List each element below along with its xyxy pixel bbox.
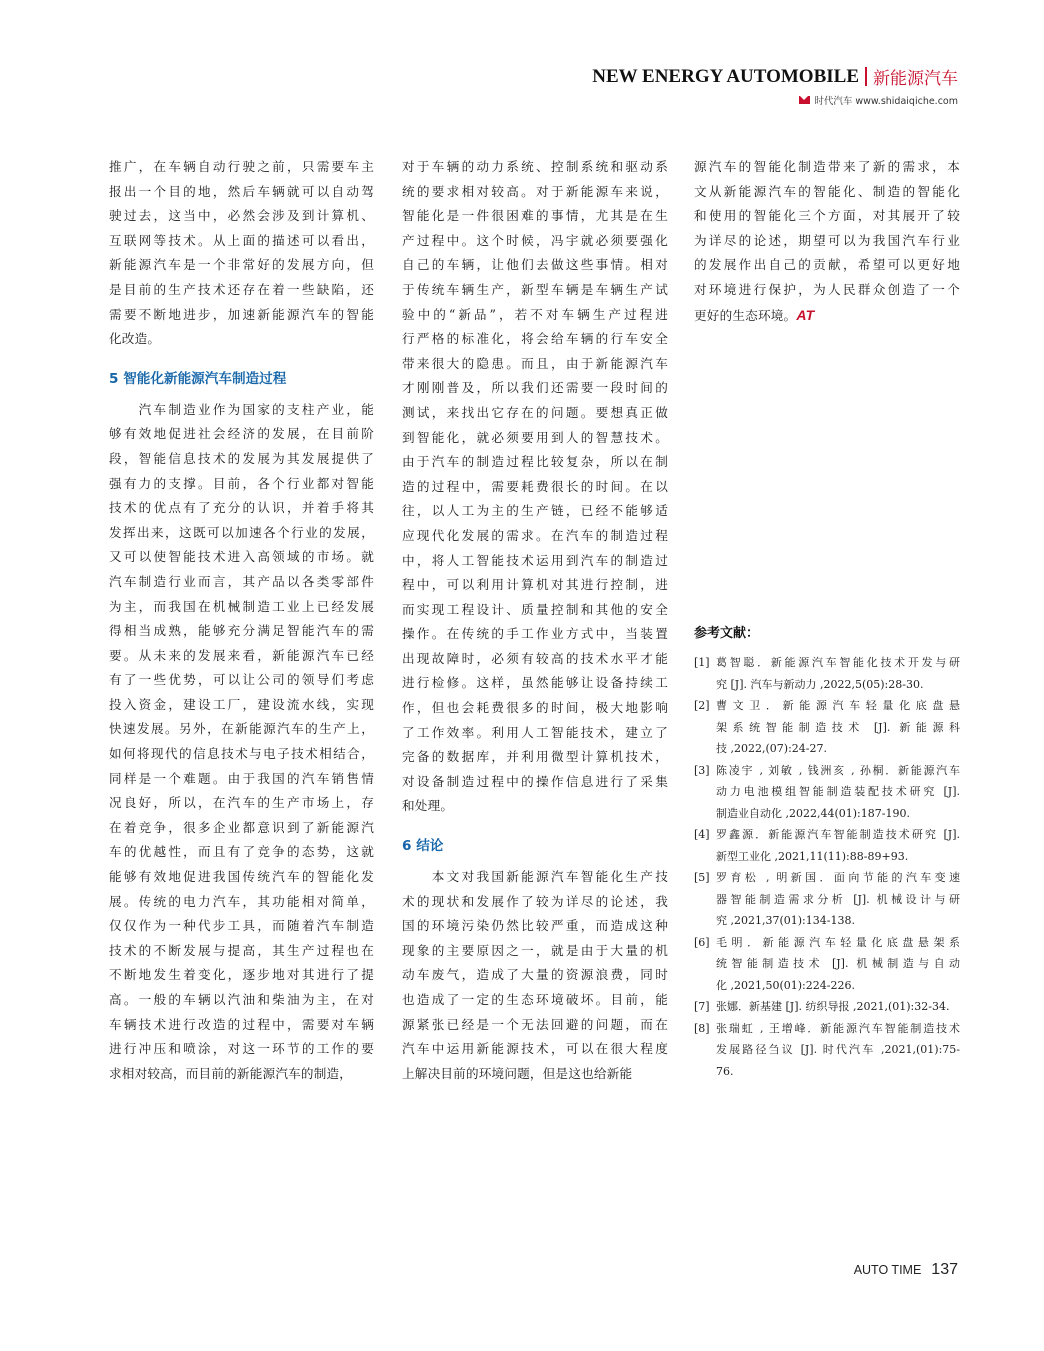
page-number: 137 bbox=[931, 1261, 958, 1278]
journal-title-en: NEW ENERGY AUTOMOBILE bbox=[592, 65, 859, 87]
column-1 bbox=[109, 155, 374, 1086]
reference-line: 发展路径刍议 [J]. 时代汽车 ,2021,(01):75- bbox=[716, 1043, 960, 1056]
page-footer bbox=[854, 1261, 958, 1279]
text-line: 中，将人工智能技术运用到汽车的制造过 bbox=[402, 552, 668, 568]
text-line: 同样是一个难题。由于我国的汽车销售情 bbox=[109, 770, 374, 786]
section-heading-5: 5 智能化新能源汽车制造过程 bbox=[109, 370, 287, 387]
text-line: 更好的生态环境。AT bbox=[694, 306, 815, 323]
journal-header bbox=[592, 64, 958, 89]
reference-item bbox=[694, 652, 960, 695]
text-line: 行严格的标准化，将会给车辆的行车安全 bbox=[402, 331, 668, 347]
reference-line: 张娜．新基建 [J]. 纺织导报 ,2021,(01):32-34. bbox=[716, 1000, 950, 1013]
journal-website: 时代汽车 www.shidaiqiche.com bbox=[814, 96, 958, 107]
envelope-icon bbox=[799, 96, 810, 104]
text-line: 操作。在传统的手工作业方式中，当装置 bbox=[402, 626, 668, 642]
footer-brand: AUTO TIME bbox=[853, 1263, 922, 1277]
journal-subheader bbox=[799, 93, 958, 107]
paragraph bbox=[402, 155, 668, 819]
text-line: 源汽车的智能化制造带来了新的需求，本 bbox=[694, 159, 960, 174]
reference-line: 统智能制造技术 [J]. 机械制造与自动 bbox=[716, 957, 960, 970]
text-line: 作，但也会耗费很多的时间，极大地影响 bbox=[402, 700, 668, 716]
reference-line: 架系统智能制造技术 [J]. 新能源科 bbox=[716, 720, 960, 734]
text-line: 进行检修。这样，虽然能够让设备持续工 bbox=[402, 675, 668, 691]
text-line: 有了一些优势，可以让公司的领导们考虑 bbox=[109, 672, 374, 688]
reference-line: 张瑞虹 , 王增峰．新能源汽车智能制造技术 bbox=[716, 1021, 960, 1035]
text-line: 统的要求相对较高。对于新能源车来说， bbox=[402, 183, 668, 199]
text-line: 术的现状和发展作了较为详尽的论述，我 bbox=[402, 893, 668, 909]
text-line: 是目前的生产技术还存在着一些缺陷，还 bbox=[109, 281, 374, 297]
text-line: 推广，在车辆自动行驶之前，只需要车主 bbox=[109, 159, 374, 174]
text-line: 新能源汽车是一个非常好的发展方向，但 bbox=[109, 257, 374, 273]
reference-line: 76. bbox=[716, 1064, 734, 1078]
reference-number: [6] bbox=[694, 935, 710, 949]
section-heading-6: 6 结论 bbox=[402, 838, 444, 855]
paragraph bbox=[402, 865, 668, 1086]
text-line: 为主，而我国在机械制造工业上已经发展 bbox=[109, 598, 374, 614]
text-line: 能够有效地促进我国传统汽车的智能化发 bbox=[109, 869, 374, 885]
reference-number: [2] bbox=[694, 699, 710, 712]
journal-title-cn: 新能源汽车 bbox=[873, 69, 958, 89]
text-line: 也造成了一定的生态环境破坏。目前，能 bbox=[402, 992, 668, 1007]
text-line: 自己的车辆，让他们去做这些事情。相对 bbox=[402, 257, 668, 273]
header-divider bbox=[865, 67, 867, 86]
text-line: 要。从未来的发展来看，新能源汽车已经 bbox=[109, 647, 374, 663]
reference-text bbox=[716, 652, 960, 695]
text-line: 对设备制造过程中的操作信息进行了采集 bbox=[402, 773, 668, 789]
reference-line: 曹文卫．新能源汽车轻量化底盘悬 bbox=[716, 699, 960, 712]
reference-line: 动力电池模组智能制造装配技术研究 [J]. bbox=[716, 785, 960, 798]
reference-text bbox=[716, 695, 960, 760]
text-line: 造的过程中，需要耗费很长的时间。在以 bbox=[402, 478, 668, 494]
reference-number: [1] bbox=[694, 656, 710, 669]
text-line: 本文对我国新能源汽车智能化生产技 bbox=[402, 869, 668, 885]
reference-line: 究 [J]. 汽车与新动力 ,2022,5(05):28-30. bbox=[716, 677, 924, 691]
text-line: 技术的优点有了充分的认识，并着手将其 bbox=[109, 500, 374, 516]
text-line: 动车废气，造成了大量的资源浪费，同时 bbox=[402, 967, 668, 983]
reference-item bbox=[694, 867, 960, 932]
reference-number: [8] bbox=[694, 1021, 710, 1035]
paragraph bbox=[109, 398, 374, 1087]
text-line: 于传统车辆生产，新型车辆是车辆生产试 bbox=[402, 281, 668, 297]
column-3 bbox=[694, 155, 960, 327]
reference-item bbox=[694, 932, 960, 997]
reference-line: 毛明．新能源汽车轻量化底盘悬架系 bbox=[716, 935, 960, 949]
text-line: 高。一般的车辆以汽油和柴油为主，在对 bbox=[109, 992, 374, 1007]
text-line: 报出一个目的地，然后车辆就可以自动驾 bbox=[109, 183, 374, 199]
text-line: 技术的不断发展与提高，其生产过程也在 bbox=[109, 942, 374, 958]
text-line: 互联网等技术。从上面的描述可以看出， bbox=[109, 232, 374, 248]
reference-text bbox=[716, 760, 960, 825]
paragraph bbox=[694, 155, 960, 327]
reference-number: [4] bbox=[694, 828, 710, 841]
reference-number: [3] bbox=[694, 763, 710, 777]
references-title: 参考文献： bbox=[694, 626, 760, 641]
text-line: 国的环境污染仍然比较严重，而造成这种 bbox=[402, 918, 668, 934]
reference-item bbox=[694, 996, 960, 1018]
text-line: 需要不断地进步，加速新能源汽车的智能 bbox=[109, 306, 374, 322]
text-line: 够有效地促进社会经济的发展，在目前阶 bbox=[109, 426, 374, 442]
reference-text bbox=[716, 867, 960, 932]
reference-line: 罗鑫源．新能源汽车智能制造技术研究 [J]. bbox=[716, 828, 960, 841]
text-line: 况良好，所以，在汽车的生产市场上，存 bbox=[109, 795, 374, 811]
text-line: 段，智能信息技术的发展为其发展提供了 bbox=[109, 450, 374, 466]
column-2 bbox=[402, 155, 668, 1086]
text-line: 进行冲压和喷涂，对这一环节的工作的要 bbox=[109, 1041, 374, 1057]
reference-item bbox=[694, 760, 960, 825]
text-line: 文从新能源汽车的智能化、制造的智能化 bbox=[694, 183, 960, 199]
reference-text bbox=[716, 996, 960, 1018]
text-line: 如何将现代的信息技术与电子技术相结合， bbox=[109, 746, 374, 762]
reference-number: [5] bbox=[694, 871, 710, 884]
text-line: 和处理。 bbox=[402, 798, 454, 814]
text-line: 到智能化，就必须要用到人的智慧技术。 bbox=[402, 429, 668, 445]
text-line: 才刚刚普及，所以我们还需要一段时间的 bbox=[402, 380, 668, 396]
text-line: 车辆技术进行改造的过程中，需要对车辆 bbox=[109, 1016, 374, 1032]
text-line: 由于汽车的制造过程比较复杂，所以在制 bbox=[402, 454, 668, 470]
text-line: 得相当成熟，能够充分满足智能汽车的需 bbox=[109, 623, 374, 639]
text-line: 不断地发生着变化，逐步地对其进行了提 bbox=[109, 967, 374, 983]
reference-line: 新型工业化 ,2021,11(11):88-89+93. bbox=[716, 849, 909, 863]
text-line: 仅仅作为一种代步工具，而随着汽车制造 bbox=[109, 918, 374, 934]
text-line: 测试，来找出它存在的问题。要想真正做 bbox=[402, 404, 668, 420]
text-line: 智能化是一件很困难的事情，尤其是在生 bbox=[402, 208, 668, 224]
text-line: 又可以使智能技术进入高领域的市场。就 bbox=[109, 549, 374, 565]
text-line: 化改造。 bbox=[109, 331, 161, 347]
text-line: 出现故障时，必须有较高的技术水平才能 bbox=[402, 650, 668, 666]
text-line: 对环境进行保护，为人民群众创造了一个 bbox=[694, 281, 960, 297]
text-line: 产过程中。这个时候，冯宇就必须要强化 bbox=[402, 232, 668, 248]
text-line: 展。传统的电力汽车，其功能相对简单， bbox=[109, 893, 374, 909]
reference-line: 技 ,2022,(07):24-27. bbox=[716, 742, 827, 755]
text-line: 应现代化发展的需求。在汽车的制造过程 bbox=[402, 527, 668, 543]
reference-text bbox=[716, 824, 960, 867]
text-line: 驶过去，这当中，必然会涉及到计算机、 bbox=[109, 208, 374, 224]
text-line: 为详尽的论述，期望可以为我国汽车行业 bbox=[694, 232, 960, 248]
references-list bbox=[694, 652, 960, 1082]
text-line: 求相对较高，而目前的新能源汽车的制造， bbox=[109, 1065, 353, 1081]
text-line: 上解决目前的环境问题，但是这也给新能 bbox=[402, 1065, 633, 1081]
text-line: 车的优越性，而且有了竞争的态势，这就 bbox=[109, 844, 374, 860]
reference-item bbox=[694, 824, 960, 867]
text-line: 汽车制造行业而言，其产品以各类零部件 bbox=[109, 573, 374, 589]
text-line: 和使用的智能化三个方面，对其展开了较 bbox=[694, 208, 960, 224]
text-line: 而实现工程设计、质量控制和其他的安全 bbox=[402, 601, 668, 617]
reference-line: 制造业自动化 ,2022,44(01):187-190. bbox=[716, 806, 910, 820]
reference-text bbox=[716, 1018, 960, 1083]
text-line: 在着竞争，很多企业都意识到了新能源汽 bbox=[109, 819, 374, 835]
reference-line: 陈凌宇 , 刘敏 , 钱洲亥 , 孙桐．新能源汽车 bbox=[716, 763, 960, 777]
text-line: 汽车制造业作为国家的支柱产业，能 bbox=[109, 401, 374, 417]
reference-item bbox=[694, 695, 960, 760]
text-line: 源紧张已经是一个无法回避的问题，而在 bbox=[402, 1016, 668, 1032]
paragraph bbox=[109, 155, 374, 352]
text-line: 强有力的支撑。目前，各个行业都对智能 bbox=[109, 475, 374, 491]
text-line: 验中的“新品”，若不对车辆生产过程进 bbox=[402, 306, 668, 322]
text-line: 快速发展。另外，在新能源汽车的生产上， bbox=[109, 721, 374, 737]
text-line: 对于车辆的动力系统、控制系统和驱动系 bbox=[402, 159, 668, 174]
reference-number: [7] bbox=[694, 1000, 710, 1013]
text-line: 现象的主要原因之一，就是由于大量的机 bbox=[402, 942, 668, 958]
text-line: 程中，可以利用计算机对其进行控制，进 bbox=[402, 577, 668, 593]
text-line: 了工作效率。利用人工智能技术，建立了 bbox=[402, 724, 668, 740]
text-line: 发挥出来，这既可以加速各个行业的发展， bbox=[109, 524, 374, 540]
end-of-article-logo: AT bbox=[796, 306, 815, 323]
reference-text bbox=[716, 932, 960, 997]
reference-line: 葛智聪．新能源汽车智能化技术开发与研 bbox=[716, 656, 960, 669]
text-line: 带来很大的隐患。而且，由于新能源汽车 bbox=[402, 355, 668, 371]
reference-line: 罗育松 , 明新国．面向节能的汽车变速 bbox=[716, 871, 960, 884]
text-line: 的发展作出自己的贡献，希望可以更好地 bbox=[694, 257, 960, 273]
reference-line: 化 ,2021,50(01):224-226. bbox=[716, 978, 855, 992]
text-line: 投入资金，建设工厂，建设流水线，实现 bbox=[109, 696, 374, 712]
text-line: 完备的数据库，并利用微型计算机技术， bbox=[402, 749, 668, 765]
reference-line: 究 ,2021,37(01):134-138. bbox=[716, 914, 855, 927]
reference-line: 器智能制造需求分析 [J]. 机械设计与研 bbox=[716, 892, 960, 906]
reference-item bbox=[694, 1018, 960, 1083]
text-line: 往，以人工为主的生产链，已经不能够适 bbox=[402, 503, 668, 519]
text-line: 汽车中运用新能源技术，可以在很大程度 bbox=[402, 1041, 668, 1057]
